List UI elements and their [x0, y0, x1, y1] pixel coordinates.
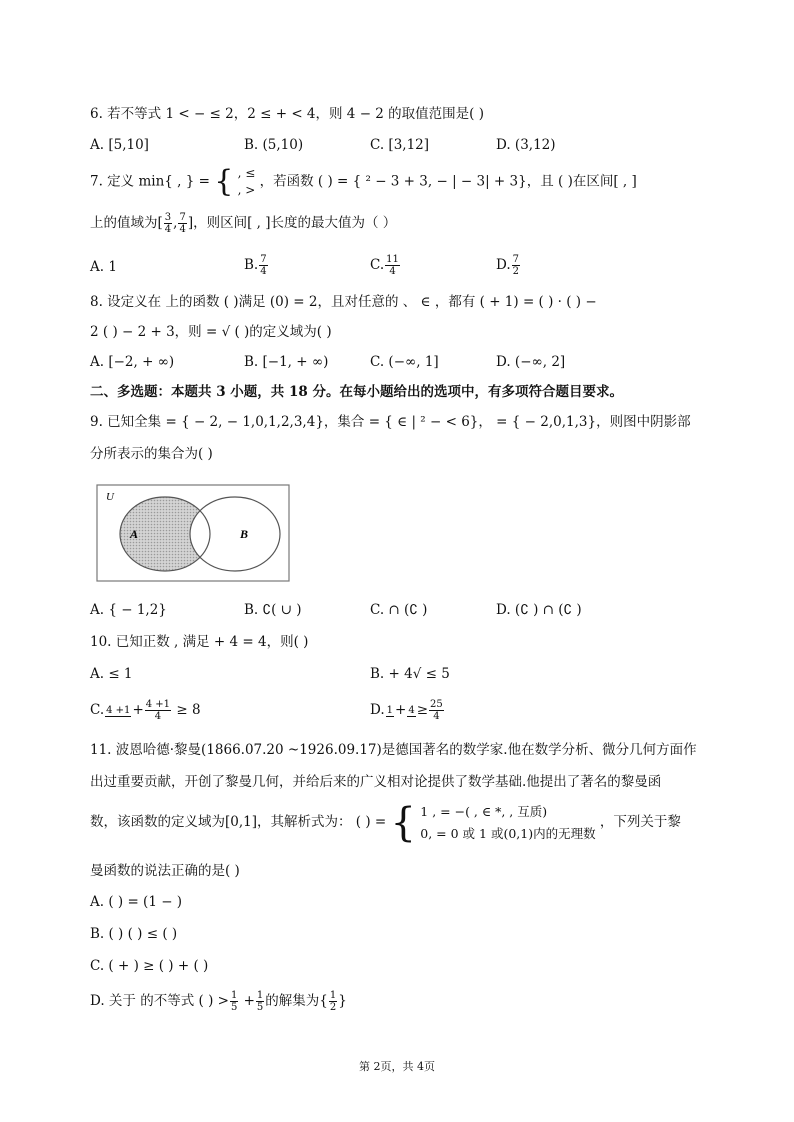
q7-stem-b: ，若函数 ( ) = { ² − 3 + 3, − | − 3| + 3}，且 ( )在区间[ , ] [259, 173, 637, 190]
q6-option-a: A. [5,10] [90, 137, 149, 153]
q6-option-d: D. (3,12) [496, 137, 556, 153]
q7-option-c: C. $\frac{11}{4}$ [370, 254, 399, 277]
q10-option-b: B. + 4√ ≤ 5 [370, 666, 450, 682]
q10-option-a: A. ≤ 1 [90, 666, 133, 682]
q8-option-c: C. (−∞, 1] [370, 354, 439, 370]
q11-line3-a: 数，该函数的定义域为[0,1]，其解析式为： ( ) = [90, 814, 387, 830]
q7-range-low: $\frac{3}{4}$ [164, 212, 172, 235]
q8-option-d: D. (−∞, 2] [496, 354, 566, 370]
q6-option-b: B. (5,10) [244, 137, 304, 153]
q7-stem [90, 165, 637, 199]
q7-line2: 上的值域为[ $\frac{3}{4}$ , $\frac{7}{4}$ ]，则区间[ , ]长度的最大值为（ ） [90, 212, 397, 235]
q6-stem: 6. 若不等式 1 < − ≤ 2，2 ≤ + < 4，则 4 − 2 的取值范围是( ) [90, 106, 484, 122]
q10-stem: 10. 已知正数 , 满足 + 4 = 4，则( ) [90, 634, 309, 650]
q8-line2: 2 ( ) − 2 + 3，则 = √ ( )的定义域为( ) [90, 324, 332, 340]
q11-line2: 出过重要贡献，开创了黎曼几何，并给后来的广义相对论提供了数学基础.他提出了著名的黎曼函 [90, 774, 662, 790]
q11-line3-b: ，下列关于黎 [599, 814, 681, 830]
venn-label-a: A [130, 527, 139, 541]
q7-option-d: D. $\frac{7}{2}$ [496, 254, 520, 277]
q7-brace: { [214, 164, 234, 199]
q10-option-c: C. 4 +1 + $\frac{4 +1}{4}$ ≥ 8 [90, 699, 201, 722]
venn-label-u: U [106, 491, 114, 503]
q7-line2-b: ]，则区间[ , ]长度的最大值为（ ） [187, 215, 397, 231]
section-heading: 二、多选题：本题共 3 小题，共 18 分。在每小题给出的选项中，有多项符合题目要求。 [90, 384, 623, 400]
q8-line1: 8. 设定义在 上的函数 ( )满足 (0) = 2，且对任意的 、 ∈ ，都有 ( + 1) = ( ) · ( ) − [90, 294, 597, 310]
q11-case-top: 1 , = −( , ∈ *, , 互质) [420, 803, 548, 819]
q11-option-a: A. ( ) = (1 − ) [90, 894, 183, 910]
q7-range-high: $\frac{7}{4}$ [179, 212, 186, 235]
q9-line2: 分所表示的集合为( ) [90, 446, 213, 462]
q7-min-cases [238, 165, 256, 199]
q7-option-b: B. $\frac{7}{4}$ [244, 254, 267, 277]
page-footer: 第 2页，共 4页 [359, 1060, 435, 1073]
q7-option-a: A. 1 [90, 259, 117, 275]
venn-label-b: B [240, 527, 249, 541]
q11-cases [420, 801, 595, 845]
q7-line2-a: 上的值域为[ [90, 215, 163, 231]
q7-stem-a: 7. 定义 min{ , } = [90, 173, 210, 190]
q11-case-bottom: 0, = 0 或 1 或(0,1)内的无理数 [420, 825, 596, 841]
q10-option-d: D. 1 + 4 ≥ $\frac{25}{4}$ [370, 699, 443, 722]
q9-option-b: B. ∁( ∪ ) [244, 602, 302, 618]
venn-diagram [96, 484, 290, 582]
q9-option-c: C. ∩ (∁ ) [370, 602, 428, 618]
q11-option-d: D. 关于 的不等式 ( ) > $\frac{1}{5}$ + $\frac{1}{5}$ 的解集为{ $\frac{1}{2}$ } [90, 990, 347, 1013]
q11-option-b: B. ( ) ( ) ≤ ( ) [90, 926, 178, 942]
q8-option-b: B. [−1, + ∞) [244, 354, 329, 370]
q11-line3 [90, 800, 681, 845]
q7-case-top: , ≤ [237, 166, 256, 180]
q11-line4: 曼函数的说法正确的是( ) [90, 863, 240, 879]
q11-option-c: C. ( + ) ≥ ( ) + ( ) [90, 958, 209, 974]
q9-option-a: A. { − 1,2} [90, 602, 167, 618]
q8-option-a: A. [−2, + ∞) [90, 354, 175, 370]
q7-case-bottom: , > [237, 183, 256, 197]
q11-brace: { [390, 799, 416, 846]
q11-line1: 11. 波恩哈德·黎曼(1866.07.20 ~1926.09.17)是德国著名的数学家.他在数学分析、微分几何方面作 [90, 742, 697, 758]
q9-line1: 9. 已知全集 = { − 2, − 1,0,1,2,3,4}，集合 = { ∈ | ² − < 6}， = { − 2,0,1,3}，则图中阴影部 [90, 414, 691, 430]
q6-option-c: C. [3,12] [370, 137, 430, 153]
q9-option-d: D. (∁ ) ∩ (∁ ) [496, 602, 582, 618]
